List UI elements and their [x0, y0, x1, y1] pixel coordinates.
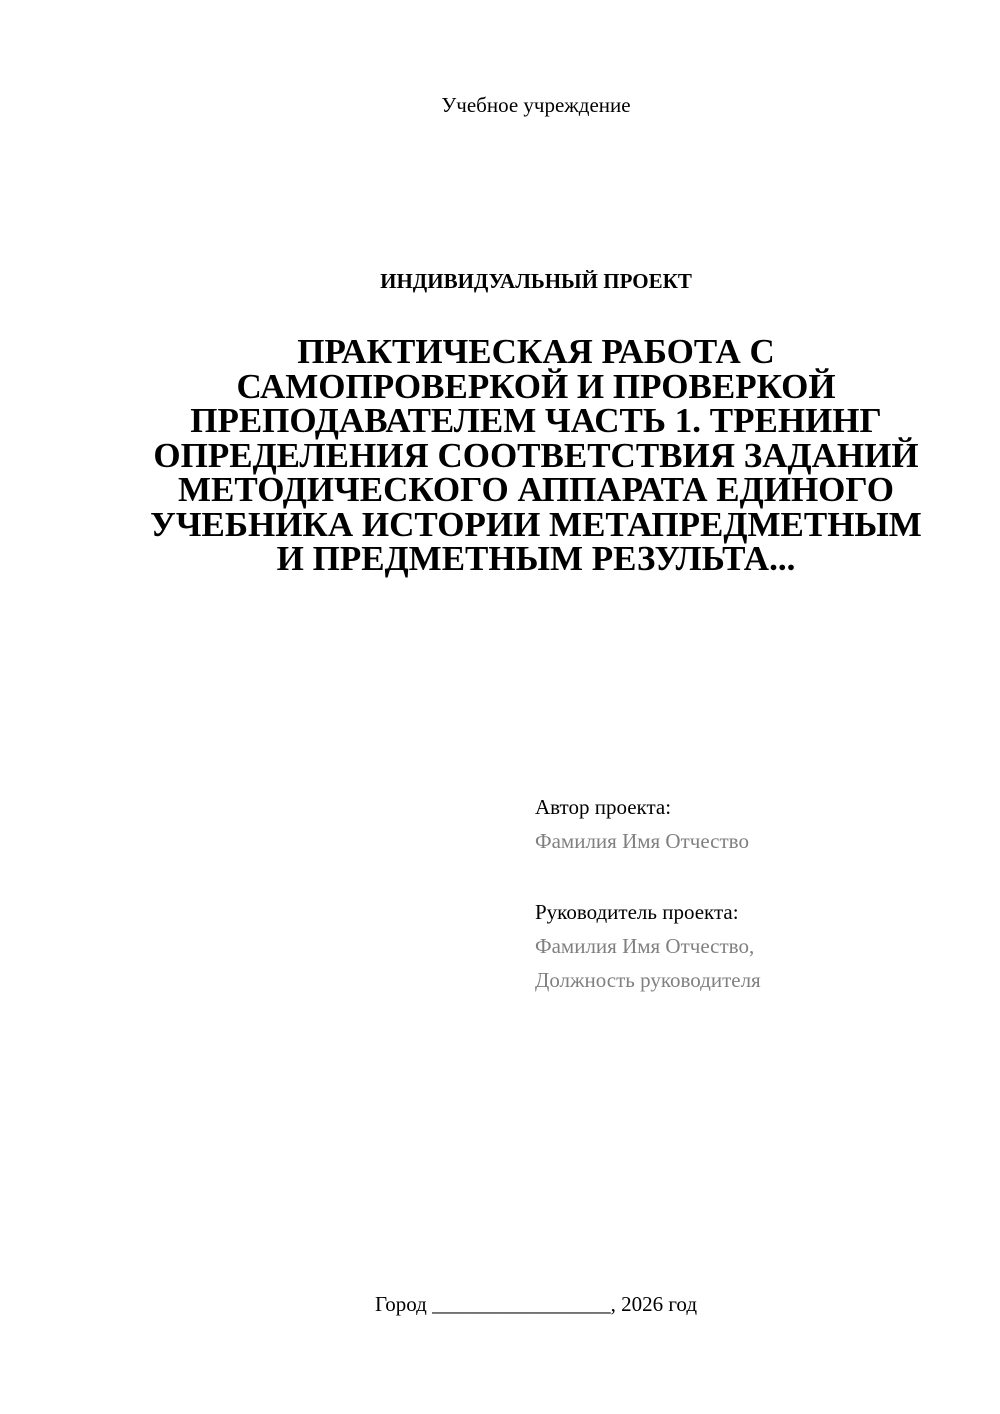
supervisor-name: Фамилия Имя Отчество,	[535, 934, 755, 958]
project-credits	[535, 790, 975, 997]
supervisor-label: Руководитель проекта:	[535, 900, 739, 924]
author-name: Фамилия Имя Отчество	[535, 829, 749, 853]
institution-name: Учебное учреждение	[441, 93, 631, 117]
supervisor-position: Должность руководителя	[535, 968, 761, 992]
city-year-line: Город _________________, 2026 год	[374, 1292, 698, 1316]
document-type: ИНДИВИДУАЛЬНЫЙ ПРОЕКТ	[380, 269, 692, 293]
document-title: ПРАКТИЧЕСКАЯ РАБОТА С САМОПРОВЕРКОЙ И ПРОВЕРКОЙ ПРЕПОДАВАТЕЛЕМ ЧАСТЬ 1. ТРЕНИНГ ОПРЕДЕЛЕНИЯ СООТВЕТСТВИЯ ЗАДАНИЙ МЕТОДИЧЕСКОГО АППАРАТА ЕДИНОГО УЧЕБНИКА ИСТОРИИ МЕТАПРЕДМЕТНЫМ И ПРЕДМЕТНЫМ РЕЗУЛЬТА...	[150, 332, 922, 578]
author-label: Автор проекта:	[535, 795, 672, 819]
credits-spacer	[535, 858, 975, 895]
